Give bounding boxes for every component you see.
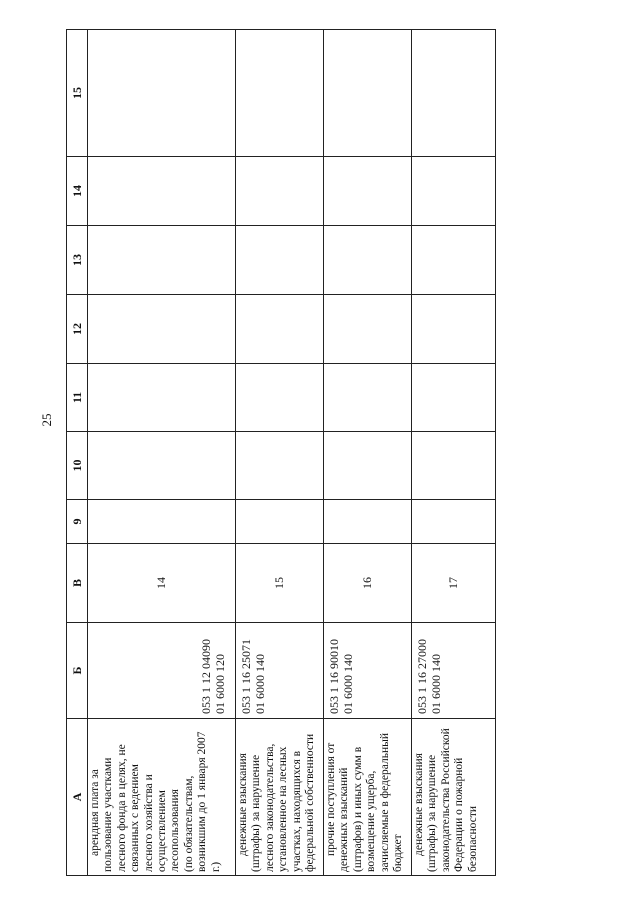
row-description: арендная плата за пользование участками лесного фонда в целях, не связанных с ведением лесного хозяйства и осуществлением лесопользования (по обязательствам, возникшим до 1 января 2007 г.) — [88, 719, 236, 876]
row-description: прочие поступления от денежных взысканий (штрафов) и иных сумм в возмещение ущерба, зачисляемые в федеральный бюджет — [324, 719, 412, 876]
empty-cell — [412, 295, 496, 364]
empty-cell — [236, 30, 324, 157]
empty-cell — [88, 226, 236, 295]
row-kbk-code: 053 1 16 90010 01 6000 140 — [324, 623, 412, 719]
empty-cell — [324, 364, 412, 432]
header-cell: В — [67, 544, 88, 623]
empty-cell — [88, 30, 236, 157]
row-line-code: 16 — [324, 544, 412, 623]
rotated-table-container — [66, 30, 495, 876]
empty-cell — [324, 500, 412, 544]
empty-cell — [88, 432, 236, 500]
header-row — [67, 30, 88, 876]
row-description: денежные взыскания (штрафы) за нарушение лесного законодательства, установленное на лесных участках, находящихся в федеральной собственности — [236, 719, 324, 876]
empty-cell — [236, 364, 324, 432]
empty-cell — [236, 295, 324, 364]
row-kbk-code: 053 1 16 27000 01 6000 140 — [412, 623, 496, 719]
empty-cell — [324, 295, 412, 364]
table-row — [324, 30, 412, 876]
row-line-code: 15 — [236, 544, 324, 623]
empty-cell — [236, 432, 324, 500]
empty-cell — [88, 295, 236, 364]
empty-cell — [412, 500, 496, 544]
empty-cell — [324, 226, 412, 295]
table-row — [412, 30, 496, 876]
header-cell: 9 — [67, 500, 88, 544]
header-cell: А — [67, 719, 88, 876]
empty-cell — [236, 226, 324, 295]
row-kbk-code: 053 1 12 04090 01 6000 120 — [88, 623, 236, 719]
empty-cell — [236, 157, 324, 226]
header-cell: 11 — [67, 364, 88, 432]
data-table — [66, 29, 496, 876]
header-cell: 14 — [67, 157, 88, 226]
empty-cell — [412, 226, 496, 295]
empty-cell — [324, 30, 412, 157]
table-row — [236, 30, 324, 876]
header-cell: 12 — [67, 295, 88, 364]
empty-cell — [412, 364, 496, 432]
empty-cell — [324, 157, 412, 226]
row-line-code: 14 — [88, 544, 236, 623]
table-row — [88, 30, 236, 876]
row-kbk-code: 053 1 16 25071 01 6000 140 — [236, 623, 324, 719]
empty-cell — [324, 432, 412, 500]
empty-cell — [412, 432, 496, 500]
empty-cell — [236, 500, 324, 544]
empty-cell — [88, 500, 236, 544]
header-cell: Б — [67, 623, 88, 719]
row-description: денежные взыскания (штрафы) за нарушение законодательства Российской Федерации о пожарной безопасности — [412, 719, 496, 876]
row-line-code: 17 — [412, 544, 496, 623]
header-cell: 10 — [67, 432, 88, 500]
empty-cell — [88, 364, 236, 432]
empty-cell — [412, 157, 496, 226]
empty-cell — [412, 30, 496, 157]
header-cell: 15 — [67, 30, 88, 157]
page-number: 25 — [39, 413, 54, 427]
header-cell: 13 — [67, 226, 88, 295]
empty-cell — [88, 157, 236, 226]
